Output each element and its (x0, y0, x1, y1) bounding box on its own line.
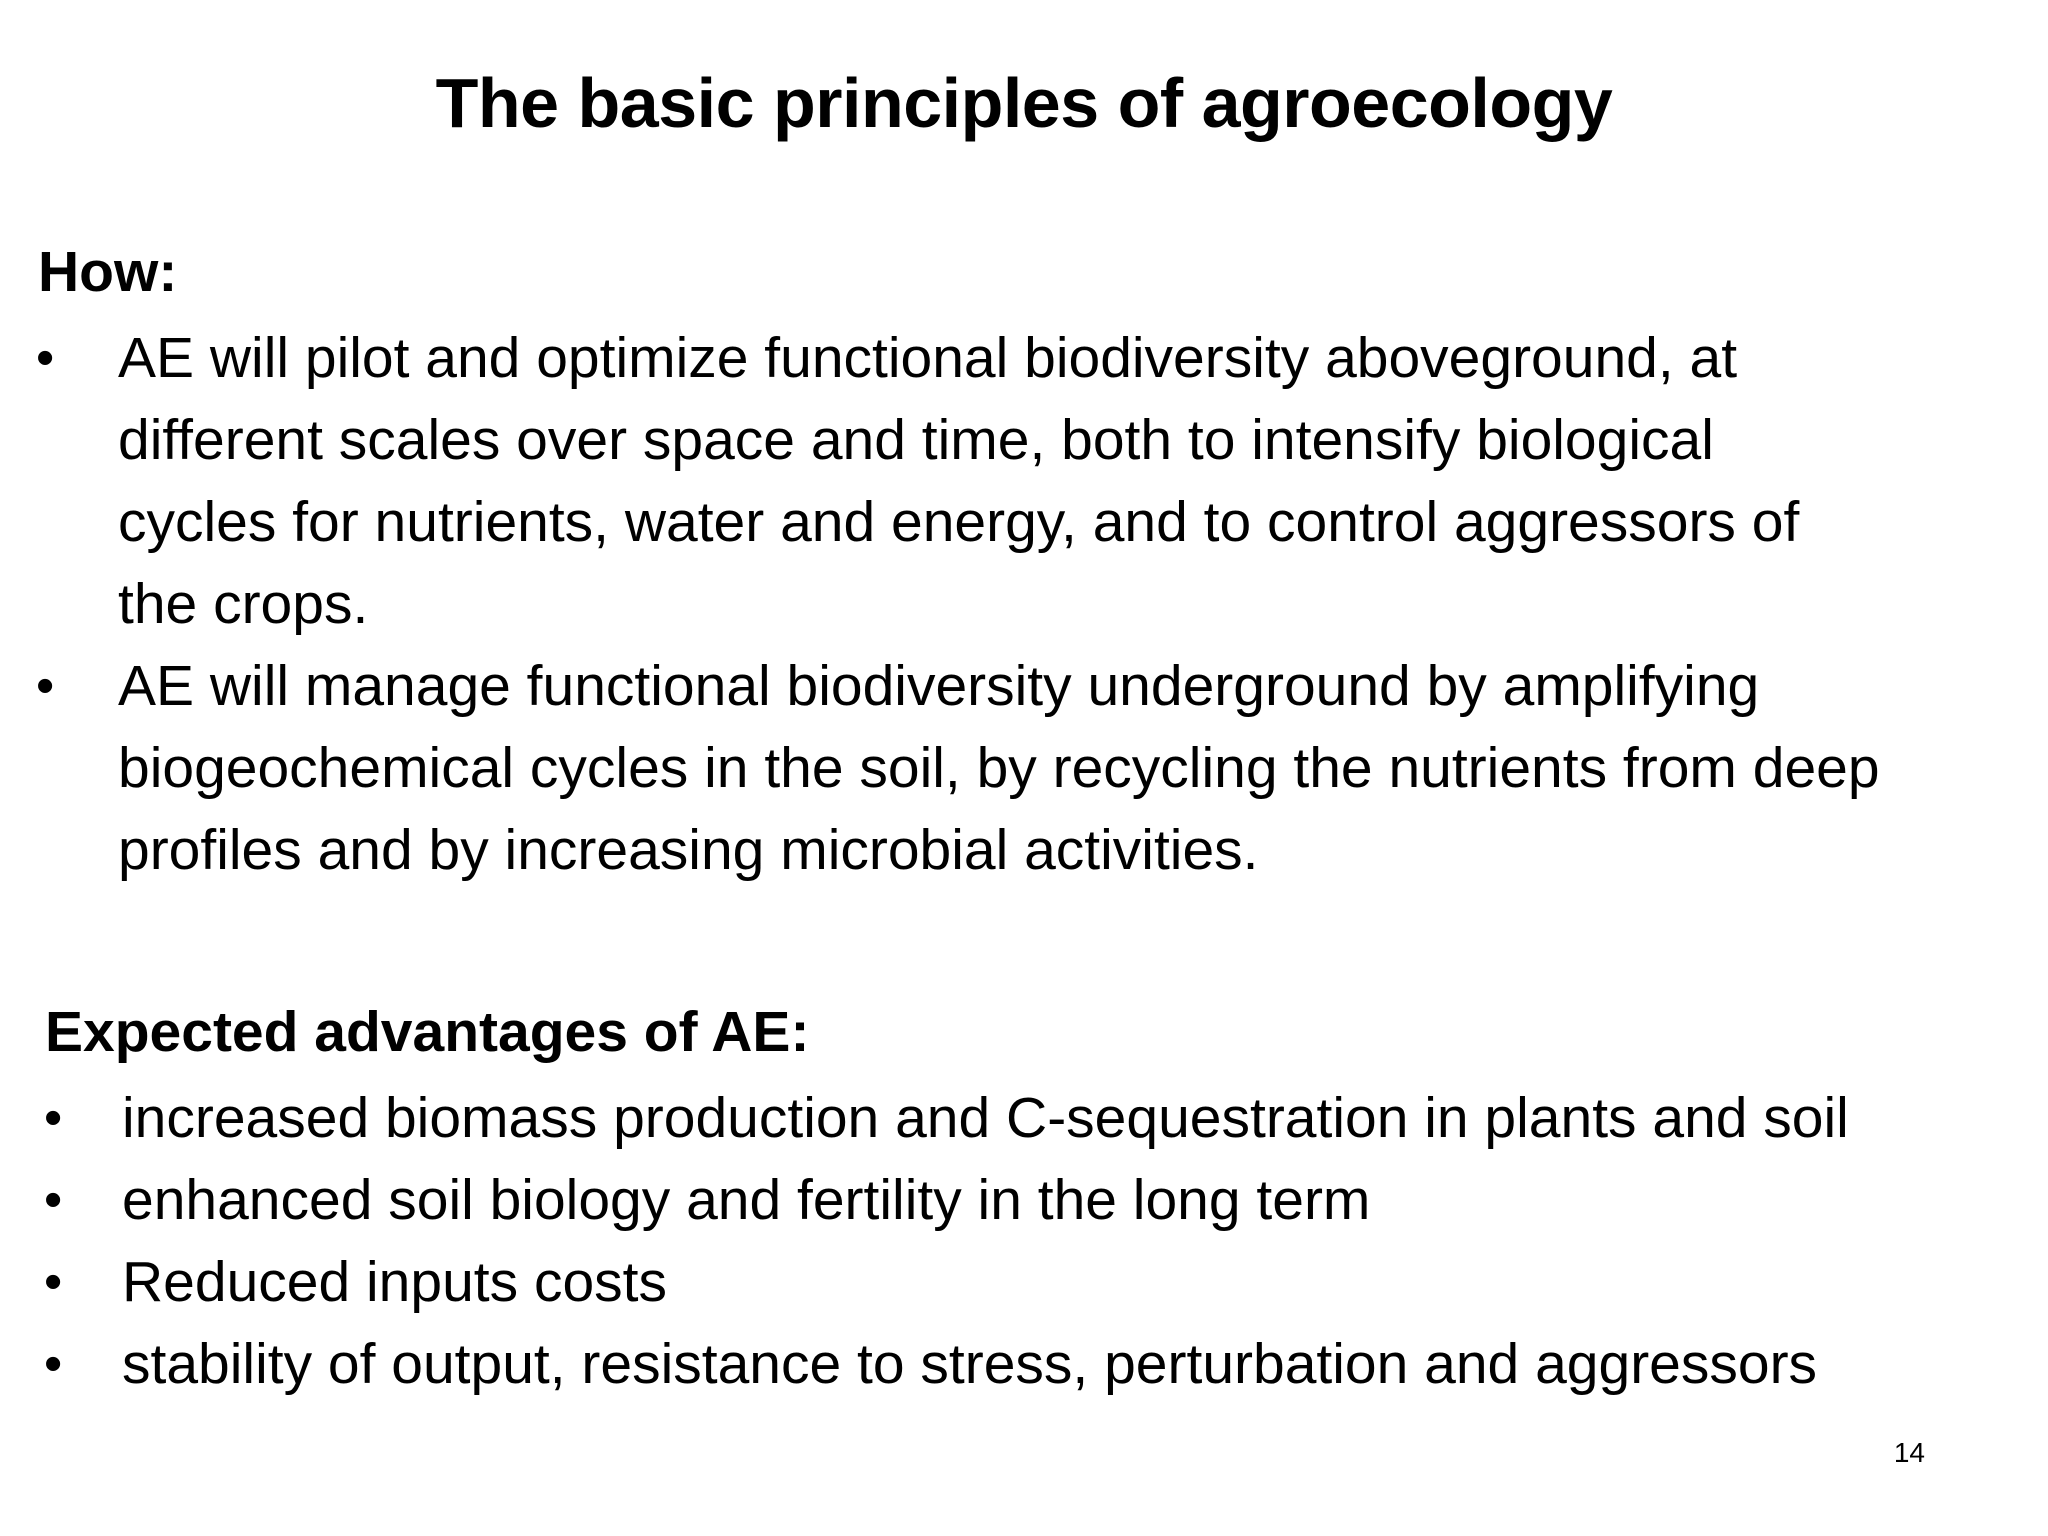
how-bullet-item (36, 317, 1880, 645)
advantage-text: Reduced inputs costs (122, 1250, 667, 1314)
bullet-line: the crops. (118, 572, 369, 636)
bullet-line: AE will pilot and optimize functional biodiversity aboveground, at (118, 326, 1738, 390)
bullet-icon: • (44, 1171, 63, 1229)
advantage-text: stability of output, resistance to stress, perturbation and aggressors (122, 1332, 1818, 1396)
advantage-text: enhanced soil biology and fertility in the long term (122, 1168, 1371, 1232)
advantages-bullet-list (44, 1077, 1849, 1405)
bullet-line: different scales over space and time, both to intensify biological (118, 408, 1714, 472)
advantage-text: increased biomass production and C-sequestration in plants and soil (122, 1086, 1849, 1150)
bullet-icon: • (36, 329, 55, 387)
advantages-heading: Expected advantages of AE: (45, 1000, 810, 1064)
advantage-bullet-item (44, 1323, 1849, 1405)
bullet-icon: • (36, 657, 55, 715)
advantage-bullet-item (44, 1241, 1849, 1323)
advantage-bullet-item (44, 1159, 1849, 1241)
bullet-line: AE will manage functional biodiversity underground by amplifying (118, 654, 1760, 718)
bullet-icon: • (44, 1335, 63, 1393)
bullet-line: biogeochemical cycles in the soil, by recycling the nutrients from deep (118, 736, 1880, 800)
bullet-line: cycles for nutrients, water and energy, and to control aggressors of (118, 490, 1800, 554)
page-number: 14 (1893, 1437, 1925, 1468)
how-heading: How: (38, 240, 178, 304)
advantage-bullet-item (44, 1077, 1849, 1159)
bullet-icon: • (44, 1089, 63, 1147)
how-bullet-list (36, 317, 1880, 891)
how-bullet-item (36, 645, 1880, 891)
bullet-line: profiles and by increasing microbial activities. (118, 818, 1259, 882)
slide-title: The basic principles of agroecology (435, 64, 1613, 142)
bullet-icon: • (44, 1253, 63, 1311)
